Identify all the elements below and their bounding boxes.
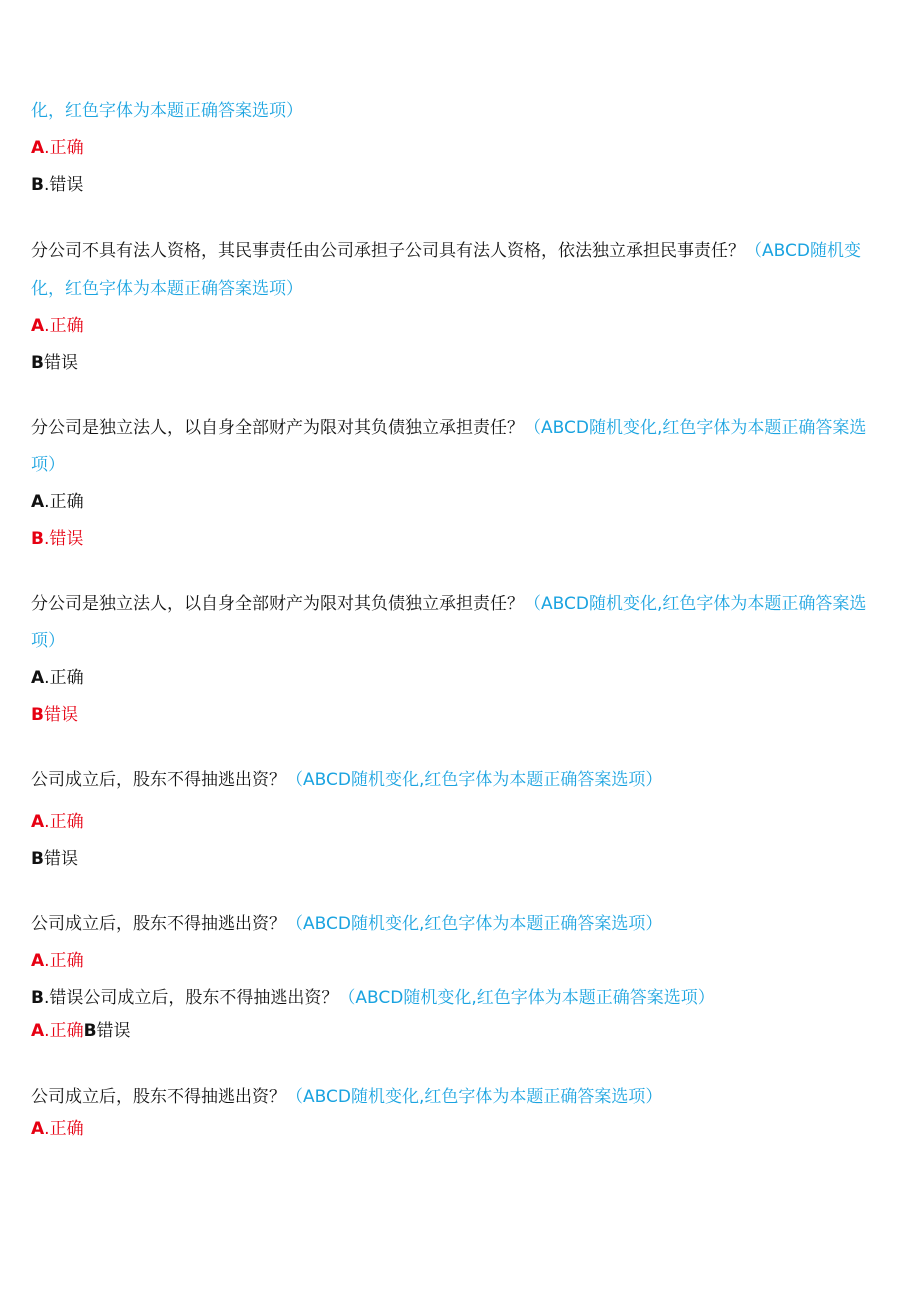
option-text: 正确 [49,1119,84,1139]
option-a [31,1021,84,1041]
option-a [31,491,84,513]
option-letter: A [31,1119,45,1139]
question-hint: （ABCD随机变化,红色字体为本题正确答案选项） [286,770,663,790]
question-line [31,913,662,935]
question-text: 公司成立后，股东不得抽逃出资？ [83,988,339,1008]
option-letter: B [31,529,44,549]
question-text: 分公司不具有法人资格，其民事责任由公司承担子公司具有法人资格，依法独立承担民事责任？ [31,241,745,261]
option-b [31,528,83,550]
option-text: 正确 [49,138,84,158]
question-text: 公司成立后，股东不得抽逃出资？ [31,770,286,790]
option-separator: . [43,529,50,549]
option-a [31,811,84,833]
option-text: 正确 [49,492,84,512]
question-hint: （ABCD随机变化,红色字体为本题正确答案选 [524,418,867,438]
question-hint: （ABCD随机变 [745,241,861,261]
option-b [31,352,78,374]
option-text: 正确 [49,951,84,971]
option-text: 正确 [49,812,84,832]
option-letter: A [31,492,45,512]
question-hint: （ABCD随机变化,红色字体为本题正确答案选项） [286,1087,663,1107]
option-a [31,137,84,159]
option-a [31,1118,84,1140]
option-text: 错误 [49,988,84,1008]
option-a [31,950,84,972]
option-text: 正确 [49,1021,84,1041]
option-letter: B [31,988,44,1008]
option-text: 错误 [96,1021,131,1041]
option-text: 错误 [49,529,84,549]
question-text: 公司成立后，股东不得抽逃出资？ [31,1087,286,1107]
option-separator: . [43,988,50,1008]
option-letter: A [31,668,45,688]
option-letter: A [31,812,45,832]
option-text: 错误 [49,175,84,195]
question-hint: （ABCD随机变化,红色字体为本题正确答案选项） [338,988,715,1008]
option-text: 正确 [49,668,84,688]
question-line [31,417,866,439]
question-hint: （ABCD随机变化,红色字体为本题正确答案选 [524,594,867,614]
question-hint-cont: 化，红色字体为本题正确答案选项） [31,279,303,299]
option-letter: B [31,705,44,725]
option-letter: B [31,175,44,195]
question-line [31,1086,662,1108]
question-hint-cont: 项） [31,455,65,475]
question-line [31,769,662,791]
option-text: 正确 [49,316,84,336]
option-separator: . [44,668,50,688]
option-b [31,174,83,196]
option-b [31,848,78,870]
question-line [31,593,866,615]
option-separator: . [44,951,50,971]
question-hint-cont: 项） [31,631,65,651]
option-b [84,1021,131,1041]
option-letter: A [31,1021,45,1041]
option-a [31,667,84,689]
option-letter: B [31,849,44,869]
question-hint: （ABCD随机变化,红色字体为本题正确答案选项） [286,914,663,934]
option-separator: . [44,492,50,512]
option-separator: . [44,138,50,158]
question-text: 公司成立后，股东不得抽逃出资？ [31,914,286,934]
inline-options [31,1020,131,1042]
question-hint: 化，红色字体为本题正确答案选项） [31,101,303,121]
question-text: 分公司是独立法人，以自身全部财产为限对其负债独立承担责任？ [31,418,524,438]
option-text: 错误 [43,705,78,725]
option-letter: B [83,1021,97,1041]
option-letter: B [31,353,44,373]
option-letter: A [31,138,45,158]
option-letter: A [31,316,45,336]
option-letter: A [31,951,45,971]
option-separator: . [44,812,50,832]
option-separator: . [44,316,50,336]
option-separator: . [43,175,50,195]
option-a [31,315,84,337]
option-text: 错误 [43,849,78,869]
option-separator: . [44,1119,50,1139]
option-text: 错误 [43,353,78,373]
question-text: 分公司是独立法人，以自身全部财产为限对其负债独立承担责任？ [31,594,524,614]
option-b [31,704,78,726]
option-separator: . [44,1021,50,1041]
option-b-with-question [31,987,715,1009]
question-line [31,240,861,262]
